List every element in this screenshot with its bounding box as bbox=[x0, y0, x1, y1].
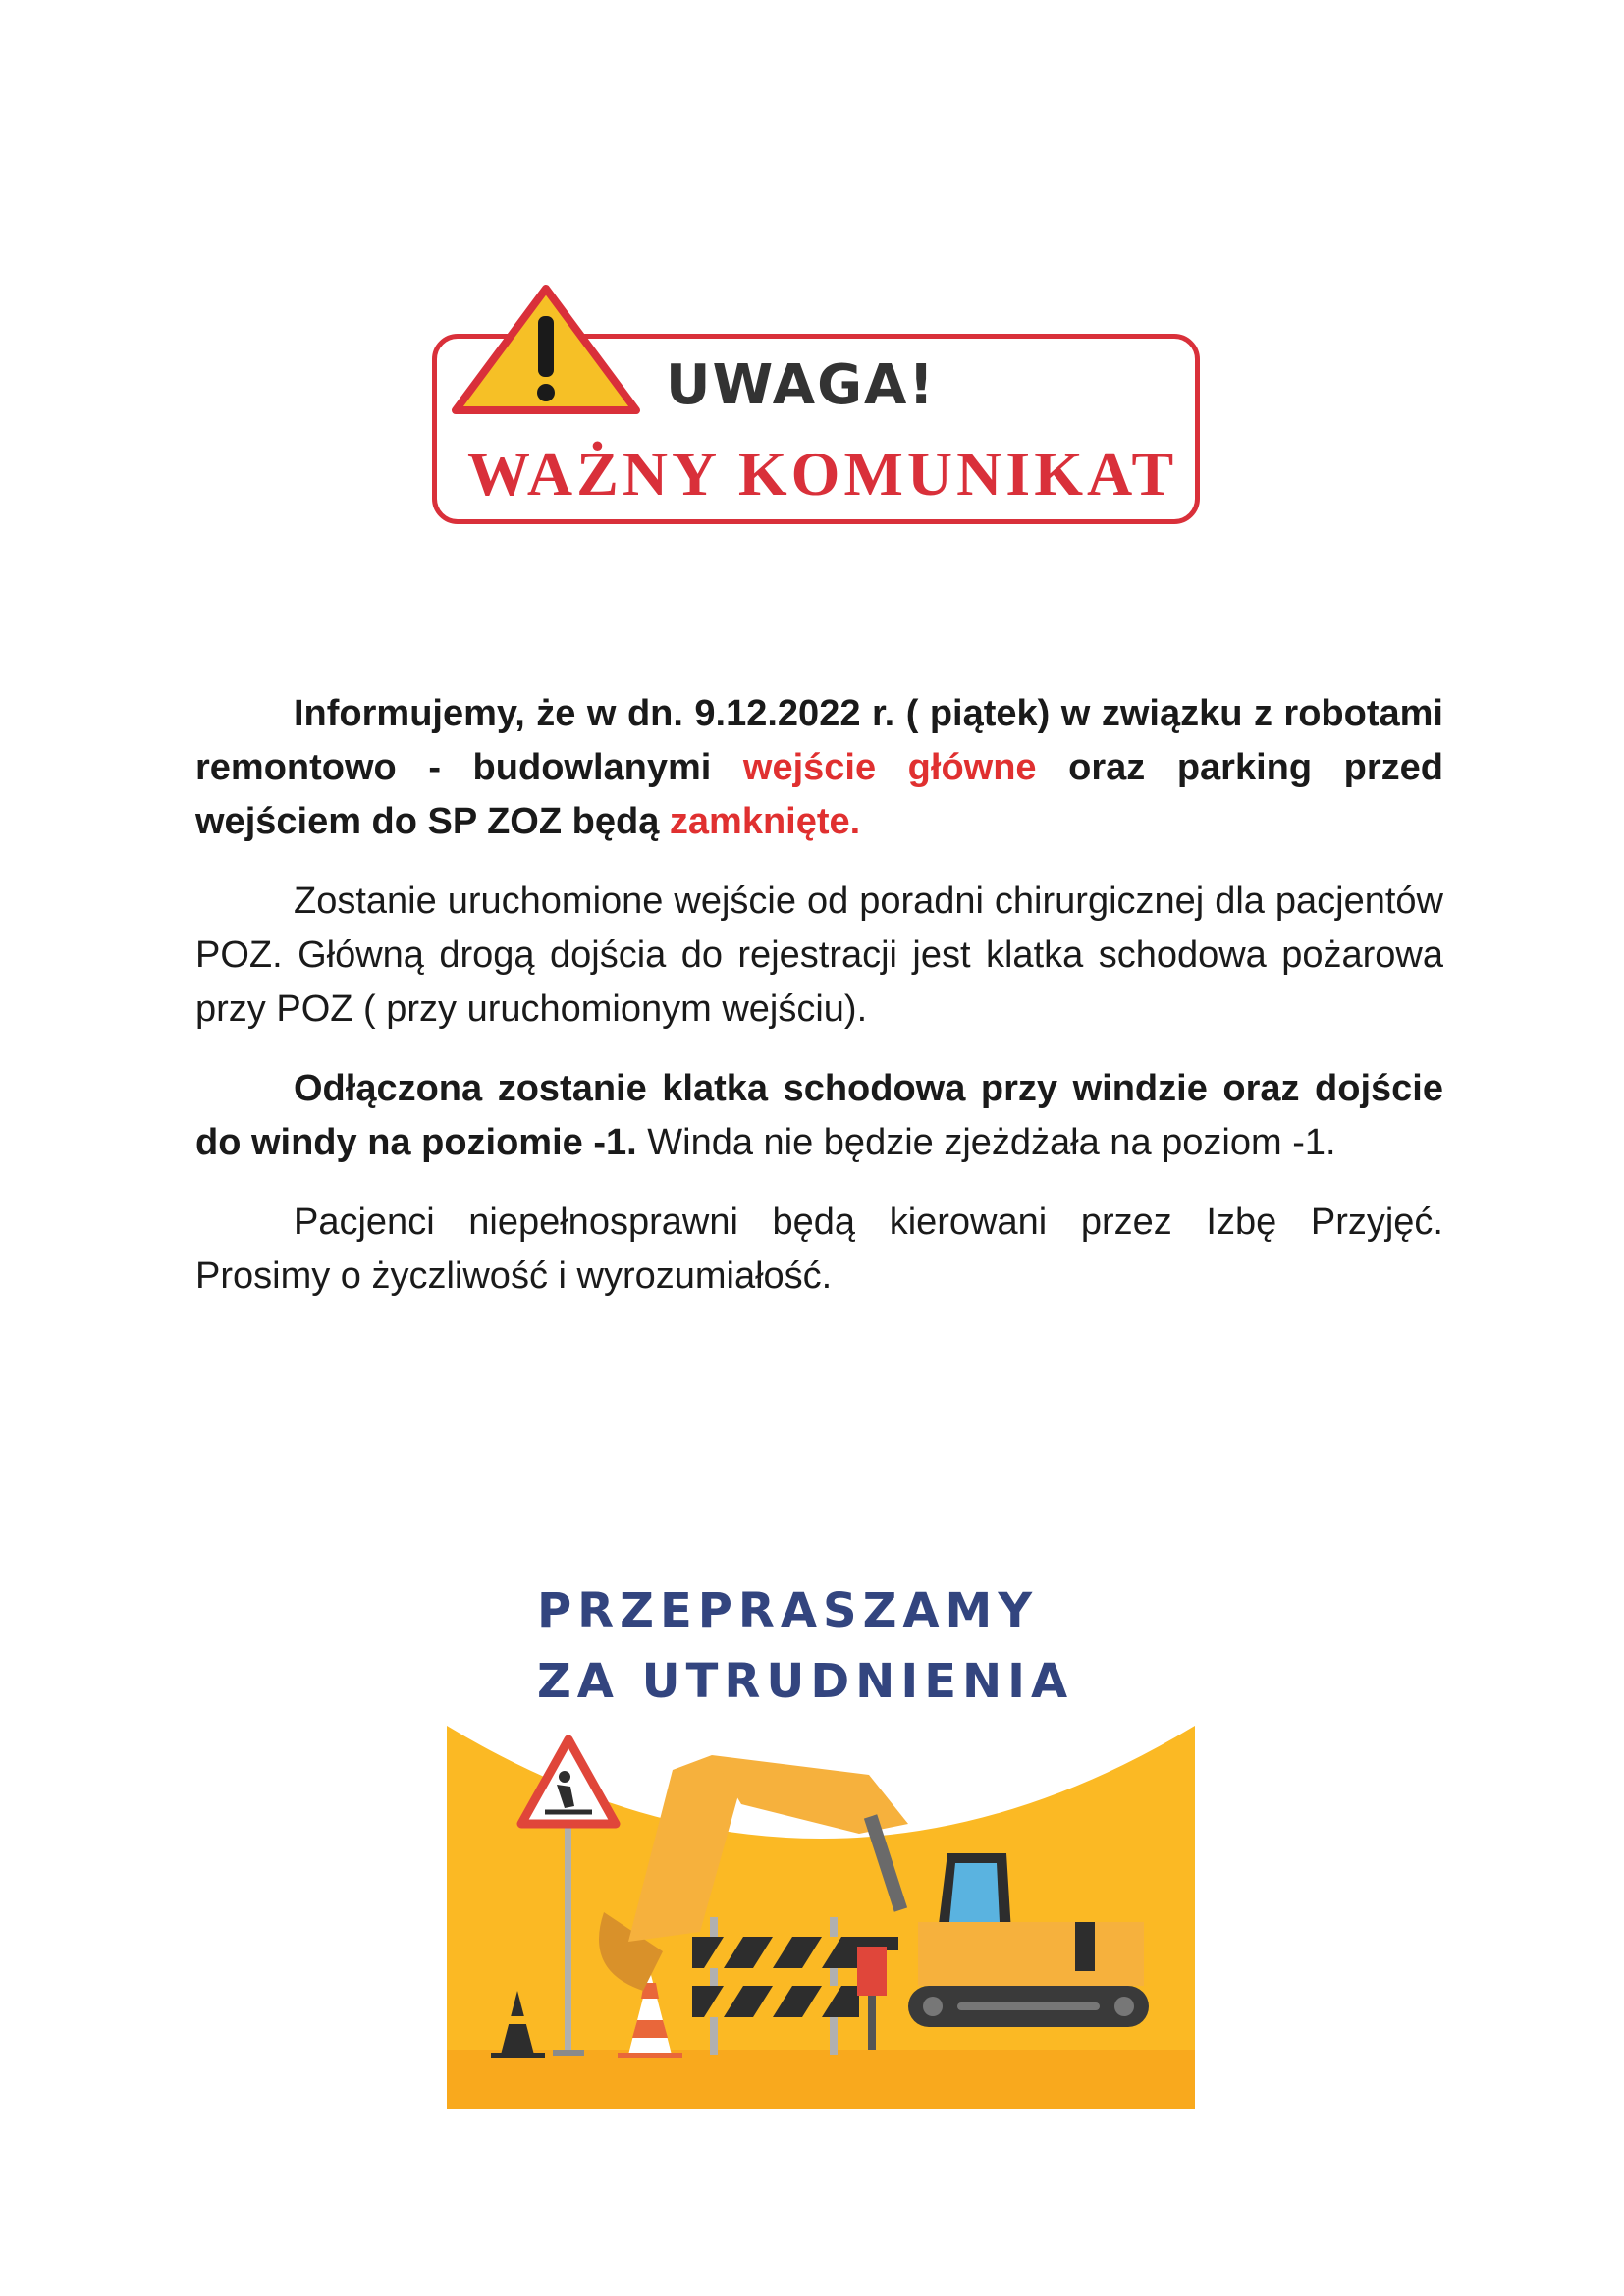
elevator-normal-text: Winda nie będzie zjeżdżała na poziom -1. bbox=[636, 1122, 1336, 1163]
closure-text-start: Informujemy, że w dn. 9.12.2022 r. ( piątek) w związku z robotami remontowo - budowlanymi bbox=[195, 693, 1443, 788]
closed-highlight: zamknięte. bbox=[669, 801, 861, 842]
paragraph-disabled-patients: Pacjenci niepełnosprawni będą kierowani przez Izbę Przyjęć. Prosimy o życzliwość i wyrozumiałość. bbox=[195, 1201, 1443, 1297]
apology-heading bbox=[537, 1575, 1224, 1717]
closure-text-middle: oraz parking przed wejściem do SP ZOZ będą bbox=[195, 747, 1443, 842]
warning-banner bbox=[428, 283, 1204, 531]
elevator-bold-text: Odłączona zostanie klatka schodowa przy windzie oraz dojście do windy na poziomie -1. bbox=[195, 1068, 1443, 1163]
banner-subtitle: WAŻNY KOMUNIKAT bbox=[467, 439, 1178, 508]
apology-line-1: PRZEPRASZAMY bbox=[537, 1583, 1039, 1638]
paragraph-alternate-entrance: Zostanie uruchomione wejście od poradni chirurgicznej dla pacjentów POZ. Główną drogą dojścia do rejestracji jest klatka schodowa pożarowa przy POZ ( przy uruchomionym wejściu). bbox=[195, 881, 1443, 1030]
apology-line-2: ZA UTRUDNIENIA bbox=[537, 1654, 1074, 1709]
banner-title: UWAGA! bbox=[666, 353, 936, 417]
announcement-body bbox=[195, 687, 1443, 1329]
warning-triangle-icon bbox=[448, 283, 644, 420]
paragraph-closure bbox=[195, 687, 1443, 849]
construction-site-illustration bbox=[447, 1726, 1195, 2109]
paragraph-elevator bbox=[195, 1062, 1443, 1170]
main-entrance-highlight: wejście główne bbox=[742, 747, 1037, 788]
